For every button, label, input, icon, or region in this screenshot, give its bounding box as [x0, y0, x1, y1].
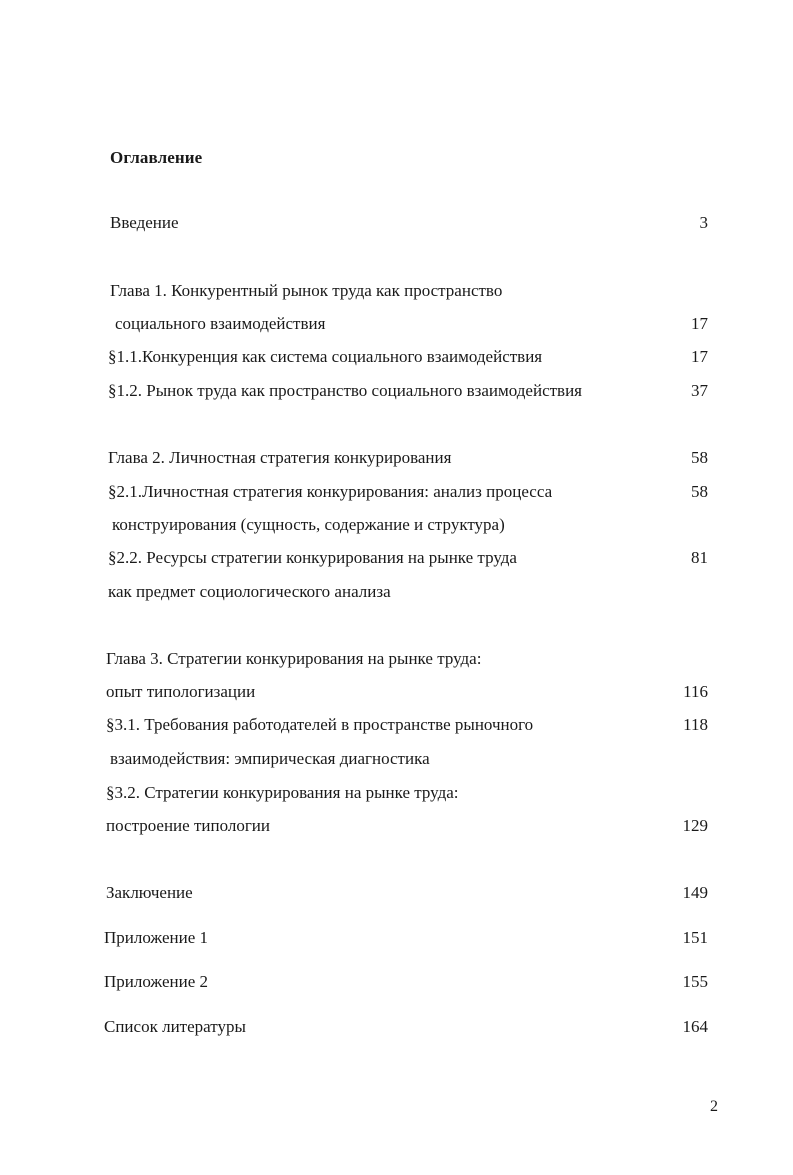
- toc-entry-references: Список литературы: [104, 1017, 246, 1036]
- toc-entry-conclusion: Заключение: [106, 883, 193, 902]
- toc-page-section2-1: 58: [691, 482, 708, 501]
- toc-page-conclusion: 149: [682, 883, 708, 902]
- toc-page-section3-2: 129: [682, 816, 708, 835]
- toc-page-section1-2: 37: [691, 381, 708, 400]
- toc-page-section3-1: 118: [683, 715, 708, 734]
- toc-page-chapter2: 58: [691, 448, 708, 467]
- toc-entry-appendix2: Приложение 2: [104, 972, 208, 991]
- page-number: 2: [710, 1098, 718, 1115]
- toc-entry-intro: Введение: [110, 213, 179, 232]
- toc-entry-section2-1-line1: §2.1.Личностная стратегия конкурирования: анализ процесса: [108, 482, 553, 501]
- toc-entry-section2-2-line2: как предмет социологического анализа: [108, 582, 391, 601]
- toc-page-section1-1: 17: [691, 347, 708, 366]
- toc-page-chapter1: 17: [691, 314, 708, 333]
- toc-page-section2-2: 81: [691, 548, 708, 567]
- toc-entry-appendix1: Приложение 1: [104, 928, 208, 947]
- toc-entry-section1-1: §1.1.Конкуренция как система социального взаимодействия: [108, 347, 543, 366]
- toc-entry-section3-1-line2: взаимодействия: эмпирическая диагностика: [110, 749, 430, 768]
- toc-entry-chapter3-line2: опыт типологизации: [106, 682, 256, 701]
- toc-page-appendix2: 155: [682, 972, 708, 991]
- toc-entry-chapter1-line2: социального взаимодействия: [115, 314, 326, 333]
- toc-entry-section3-2-line1: §3.2. Стратегии конкурирования на рынке труда:: [106, 783, 459, 802]
- toc-entry-section2-2-line1: §2.2. Ресурсы стратегии конкурирования на рынке труда: [108, 548, 517, 567]
- toc-page-appendix1: 151: [682, 928, 708, 947]
- toc-entry-chapter2: Глава 2. Личностная стратегия конкурирования: [108, 448, 452, 467]
- toc-entry-chapter3-line1: Глава 3. Стратегии конкурирования на рынке труда:: [106, 649, 482, 668]
- toc-page-references: 164: [682, 1017, 708, 1036]
- toc-entry-section3-1-line1: §3.1. Требования работодателей в пространстве рыночного: [106, 715, 534, 734]
- toc-entry-section3-2-line2: построение типологии: [106, 816, 270, 835]
- toc-entry-section2-1-line2: конструирования (сущность, содержание и структура): [112, 515, 505, 534]
- toc-entry-chapter1-line1: Глава 1. Конкурентный рынок труда как пространство: [110, 281, 503, 300]
- toc-page-chapter3: 116: [683, 682, 708, 701]
- toc-title: Оглавление: [110, 148, 203, 167]
- toc-page-intro: 3: [699, 213, 708, 232]
- toc-entry-section1-2: §1.2. Рынок труда как пространство социального взаимодействия: [108, 381, 582, 400]
